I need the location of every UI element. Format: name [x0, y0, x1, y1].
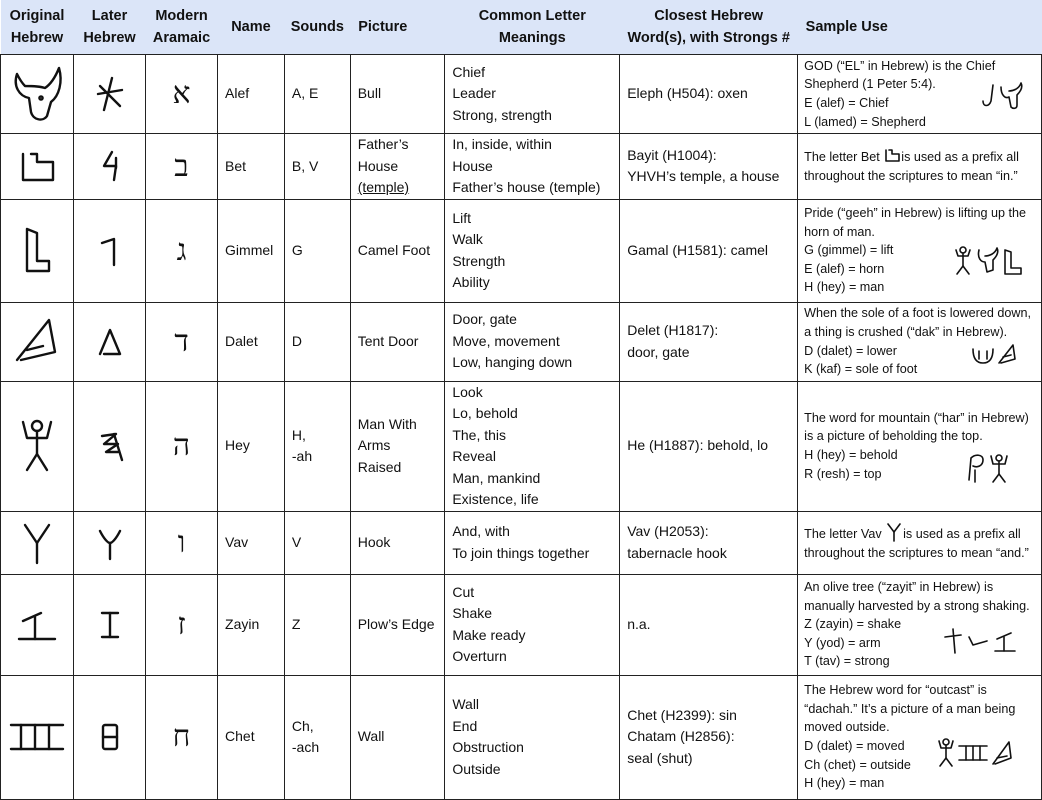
letter-name: Zayin	[218, 574, 285, 675]
aramaic-letter: ד	[146, 302, 218, 381]
closest-words: Chet (H2399): sin Chatam (H2856): seal (shut)	[620, 675, 798, 799]
letter-name: Alef	[218, 55, 285, 134]
closest-words: Delet (H1817): door, gate	[620, 302, 798, 381]
letter-name: Dalet	[218, 302, 285, 381]
letter-meanings: And, with To join things together	[445, 511, 620, 574]
aramaic-letter: ו	[146, 511, 218, 574]
letter-sounds: H, -ah	[284, 381, 350, 511]
ox-head-icon	[7, 62, 67, 126]
later-glyph	[74, 511, 146, 574]
letter-name: Vav	[218, 511, 285, 574]
letter-picture: Camel Foot	[350, 199, 445, 302]
sample-use: The letter Bet is used as a prefix all throughout the scriptures to mean “in.”	[798, 134, 1042, 200]
aramaic-letter: ה	[146, 381, 218, 511]
closest-words: Vav (H2053): tabernacle hook	[620, 511, 798, 574]
letter-sounds: D	[284, 302, 350, 381]
later-chet-icon	[92, 717, 128, 757]
table-row	[1, 574, 1042, 675]
sample-use: The word for mountain (“har” in Hebrew) is a picture of beholding the top. H (hey) = behold R (resh) = top	[798, 381, 1042, 511]
aramaic-letter: ג	[146, 199, 218, 302]
plow-icon	[11, 603, 63, 647]
letter-meanings: Chief Leader Strong, strength	[445, 55, 620, 134]
original-glyph	[1, 199, 74, 302]
man-wall-door-icon	[937, 736, 1017, 770]
original-glyph	[1, 302, 74, 381]
later-dalet-icon	[92, 322, 128, 362]
header-picture: Picture	[350, 0, 445, 55]
closest-words: Eleph (H504): oxen	[620, 55, 798, 134]
sample-use: The letter Vav is used as a prefix all throughout the scriptures to mean “and.”	[798, 511, 1042, 574]
table-row	[1, 511, 1042, 574]
sample-use: Pride (“geeh” in Hebrew) is lifting up the horn of man. G (gimmel) = lift E (alef) = horn H (hey) = man	[798, 199, 1042, 302]
letter-name: Bet	[218, 134, 285, 200]
later-glyph	[74, 55, 146, 134]
letter-name: Hey	[218, 381, 285, 511]
letter-picture: Tent Door	[350, 302, 445, 381]
man-ox-foot-icon	[953, 244, 1025, 278]
letter-picture: Father’s House (temple)	[350, 134, 445, 200]
original-glyph	[1, 381, 74, 511]
later-alef-icon	[90, 72, 130, 116]
closest-words: Gamal (H1581): camel	[620, 199, 798, 302]
original-glyph	[1, 675, 74, 799]
lamed-alef-icon	[979, 81, 1025, 111]
sample-use: An olive tree (“zayit” in Hebrew) is manually harvested by a strong shaking. Z (zayin) = shake Y (yod) = arm T (tav) = strong	[798, 574, 1042, 675]
letter-meanings: Cut Shake Make ready Overturn	[445, 574, 620, 675]
wall-icon	[5, 717, 69, 757]
letter-meanings: Wall End Obstruction Outside	[445, 675, 620, 799]
header-original: Original Hebrew	[1, 0, 74, 55]
later-glyph	[74, 675, 146, 799]
later-vav-icon	[92, 523, 128, 563]
letter-name: Gimmel	[218, 199, 285, 302]
hook-icon	[17, 519, 57, 567]
table-row	[1, 302, 1042, 381]
camel-foot-icon	[15, 221, 59, 281]
house-icon	[883, 147, 901, 163]
hook-icon	[885, 522, 903, 542]
head-man-icon	[963, 452, 1011, 486]
letter-sounds: Ch, -ach	[284, 675, 350, 799]
letter-picture: Hook	[350, 511, 445, 574]
letter-sounds: A, E	[284, 55, 350, 134]
later-glyph	[74, 199, 146, 302]
aramaic-letter: ז	[146, 574, 218, 675]
table-row	[1, 199, 1042, 302]
letter-sounds: G	[284, 199, 350, 302]
letter-meanings: Look Lo, behold The, this Reveal Man, mankind Existence, life	[445, 381, 620, 511]
later-glyph	[74, 381, 146, 511]
letter-sounds: Z	[284, 574, 350, 675]
later-hey-icon	[92, 426, 128, 466]
letter-sounds: B, V	[284, 134, 350, 200]
table-row	[1, 381, 1042, 511]
mark-arm-plow-icon	[941, 627, 1019, 657]
closest-words: He (H1887): behold, lo	[620, 381, 798, 511]
later-bet-icon	[92, 146, 128, 186]
tent-door-icon	[9, 312, 65, 372]
original-glyph	[1, 134, 74, 200]
aramaic-letter: ב	[146, 134, 218, 200]
man-arms-raised-icon	[15, 414, 59, 478]
closest-words: Bayit (H1004): YHVH’s temple, a house	[620, 134, 798, 200]
header-closest: Closest Hebrew Word(s), with Strongs #	[620, 0, 798, 55]
header-row	[1, 0, 1042, 55]
header-meanings: Common Letter Meanings	[445, 0, 620, 55]
letter-sounds: V	[284, 511, 350, 574]
original-glyph	[1, 574, 74, 675]
later-glyph	[74, 134, 146, 200]
letter-meanings: In, inside, within House Father’s house (temple)	[445, 134, 620, 200]
later-glyph	[74, 302, 146, 381]
letter-meanings: Door, gate Move, movement Low, hanging down	[445, 302, 620, 381]
later-zayin-icon	[92, 605, 128, 645]
aramaic-letter: א	[146, 55, 218, 134]
sample-use: The Hebrew word for “outcast” is “dachah.” It’s a picture of a man being moved outside. D (dalet) = moved Ch (chet) = outside H (hey) = man	[798, 675, 1042, 799]
header-name: Name	[218, 0, 285, 55]
house-icon	[15, 146, 59, 186]
palm-door-icon	[969, 341, 1019, 367]
aramaic-letter: ח	[146, 675, 218, 799]
later-glyph	[74, 574, 146, 675]
later-gimmel-icon	[92, 231, 128, 271]
header-sounds: Sounds	[284, 0, 350, 55]
original-glyph	[1, 55, 74, 134]
original-glyph	[1, 511, 74, 574]
sample-use: GOD (“EL” in Hebrew) is the Chief Shepherd (1 Peter 5:4). E (alef) = Chief L (lamed) = Shepherd	[798, 55, 1042, 134]
sample-use: When the sole of a foot is lowered down, a thing is crushed (“dak” in Hebrew). D (dalet) = lower K (kaf) = sole of foot	[798, 302, 1042, 381]
table-row	[1, 675, 1042, 799]
header-modern: Modern Aramaic	[146, 0, 218, 55]
letter-meanings: Lift Walk Strength Ability	[445, 199, 620, 302]
letter-picture: Wall	[350, 675, 445, 799]
letter-picture: Man With Arms Raised	[350, 381, 445, 511]
header-later: Later Hebrew	[74, 0, 146, 55]
letter-picture: Bull	[350, 55, 445, 134]
table-row	[1, 55, 1042, 134]
closest-words: n.a.	[620, 574, 798, 675]
letter-picture: Plow’s Edge	[350, 574, 445, 675]
table-row	[1, 134, 1042, 200]
header-sample: Sample Use	[798, 0, 1042, 55]
letter-name: Chet	[218, 675, 285, 799]
